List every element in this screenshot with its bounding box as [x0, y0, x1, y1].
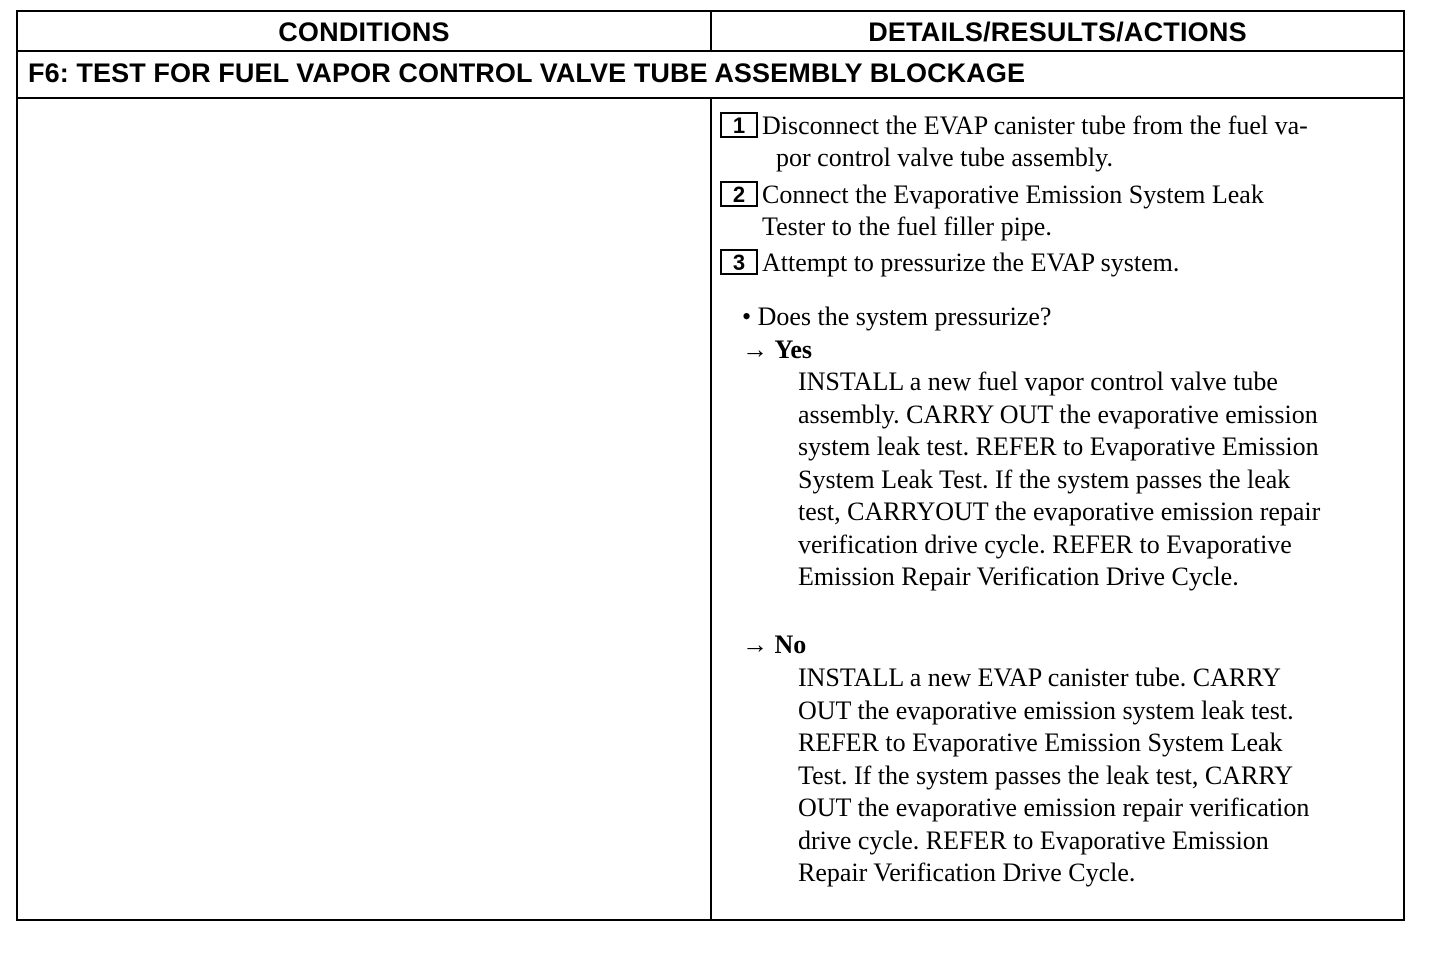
conditions-cell	[18, 99, 710, 919]
step-3-line-1: Attempt to pressurize the EVAP system.	[762, 248, 1180, 277]
answer-no-line: OUT the evaporative emission system leak test.	[798, 695, 1294, 725]
step-2-line-2: Tester to the fuel filler pipe.	[762, 212, 1052, 241]
answer-yes-line: system leak test. REFER to Evaporative Emission	[798, 432, 1319, 461]
step-2-line-1: Connect the Evaporative Emission System Leak	[762, 180, 1264, 209]
conditions-header: CONDITIONS	[278, 16, 450, 47]
step-number-box: 1	[720, 112, 758, 138]
answer-yes-line: INSTALL a new fuel vapor control valve tube	[798, 367, 1278, 396]
step-number-box: 2	[720, 181, 758, 207]
answer-no-label: No	[774, 630, 807, 659]
answer-no-line: OUT the evaporative emission repair verification	[798, 793, 1310, 822]
answer-no-heading	[742, 629, 806, 661]
answer-no-line: Repair Verification Drive Cycle.	[798, 858, 1136, 887]
answer-no-line: Test. If the system passes the leak test, CARRY	[798, 760, 1294, 790]
answer-yes-label: Yes	[774, 335, 813, 364]
question-text: • Does the system pressurize?	[742, 302, 1052, 331]
arrow-icon: →	[742, 630, 768, 659]
answer-no-line: INSTALL a new EVAP canister tube. CARRY	[798, 663, 1281, 692]
answer-yes-heading	[742, 334, 812, 366]
section-title: F6: TEST FOR FUEL VAPOR CONTROL VALVE TUBE ASSEMBLY BLOCKAGE	[28, 58, 1026, 88]
answer-no-line: drive cycle. REFER to Evaporative Emission	[798, 825, 1269, 855]
details-header: DETAILS/RESULTS/ACTIONS	[868, 16, 1247, 47]
answer-yes-line: verification drive cycle. REFER to Evaporative	[798, 529, 1292, 559]
answer-no-line: REFER to Evaporative Emission System Leak	[798, 728, 1283, 757]
answer-yes-line: assembly. CARRY OUT the evaporative emission	[798, 399, 1318, 429]
answer-yes-line: Emission Repair Verification Drive Cycle.	[798, 562, 1239, 591]
step-number-box: 3	[720, 249, 758, 275]
column-divider-body	[710, 99, 712, 919]
answer-yes-text	[798, 366, 1398, 594]
answer-yes-line: test, CARRYOUT the evaporative emission repair	[798, 497, 1321, 526]
step-1-line-1: Disconnect the EVAP canister tube from the fuel va-	[762, 111, 1308, 140]
answer-yes-line: System Leak Test. If the system passes the leak	[798, 464, 1291, 494]
arrow-icon: →	[742, 335, 768, 364]
answer-no-text	[798, 662, 1398, 890]
step-1-line-2: por control valve tube assembly.	[776, 143, 1113, 172]
diagnostic-table	[16, 10, 1405, 921]
